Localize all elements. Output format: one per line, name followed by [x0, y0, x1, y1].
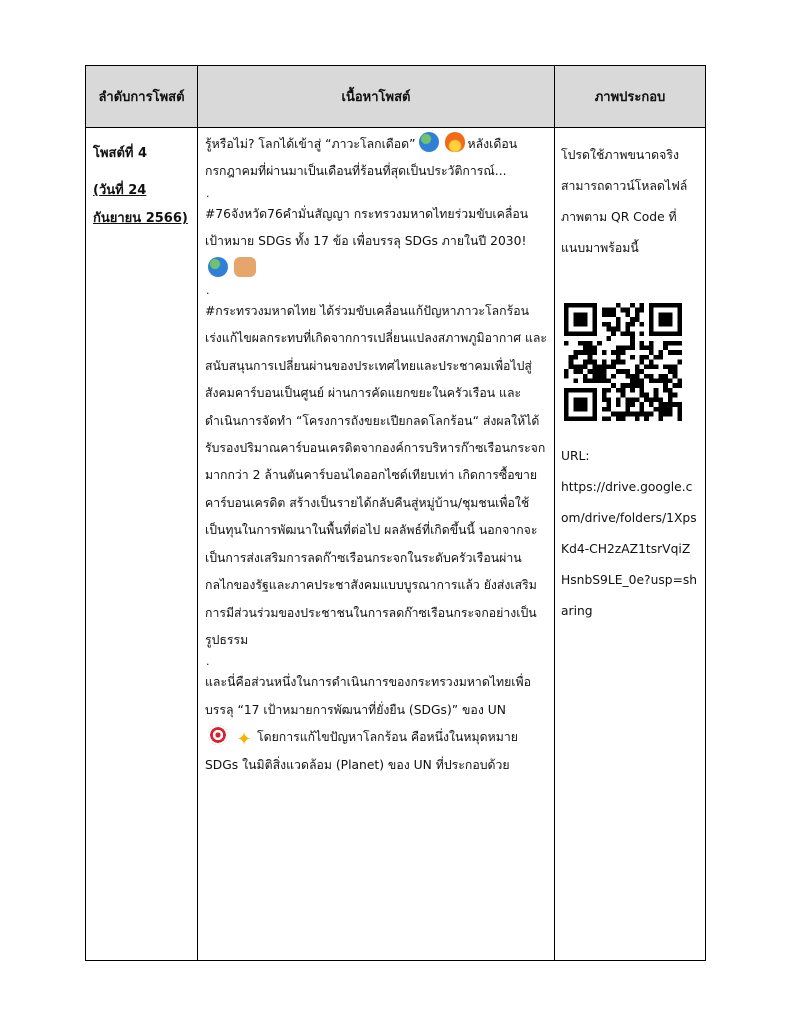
url-label: URL: — [561, 449, 590, 463]
post-date-line1: (วันที่ 24 — [93, 183, 147, 198]
paragraph-1 — [205, 131, 547, 186]
post-date — [93, 177, 192, 233]
post-content-cell — [198, 128, 555, 961]
paragraph-4-text-a: และนี่คือส่วนหนึ่งในการดำเนินการของกระทรวงมหาดไทยเพื่อบรรลุ “17 เป้าหมายการพัฒนาที่ยั่งยืน (SDGs)” ของ UN — [205, 675, 532, 717]
paragraph-1-text-a: รู้หรือไม่? โลกได้เข้าสู่ “ภาวะโลกเดือด” — [205, 137, 416, 151]
illustration-cell — [555, 128, 706, 961]
header-post-content: เนื้อหาโพสต์ — [198, 66, 555, 128]
handshake-icon — [234, 257, 256, 277]
fire-icon — [445, 132, 465, 152]
post-date-line2: กันยายน 2566) — [93, 211, 188, 226]
target-icon — [208, 725, 228, 745]
drive-url-link[interactable]: https://drive.google.com/drive/folders/1XpsKd4-CH2zAZ1tsrVqiZHsnbS9LE_0e?usp=sharing — [561, 480, 698, 618]
dot-separator: . — [206, 655, 210, 669]
paragraph-2-text: #76จังหวัด76คำมั่นสัญญา กระทรวงมหาดไทยร่วมขับเคลื่อนเป้าหมาย SDGs ทั้ง 17 ข้อ เพื่อบรรลุ SDGs ภายในปี 2030! — [205, 206, 529, 249]
header-row — [86, 66, 706, 128]
post-number: โพสต์ที่ 4 — [93, 146, 148, 161]
illustration-note: โปรดใช้ภาพขนาดจริง สามารถดาวน์โหลดไฟล์ภาพตาม QR Code ที่แนบมาพร้อมนี้ — [561, 148, 688, 255]
paragraph-4-text-b: โดยการแก้ไขปัญหาโลกร้อน คือหนึ่งในหมุดหมาย SDGs ในมิติสิ่งแวดล้อม (Planet) ของ UN ที่ประกอบด้วย — [205, 730, 518, 772]
header-illustration: ภาพประกอบ — [555, 66, 706, 128]
dot-separator: . — [206, 186, 210, 200]
table-row — [86, 128, 706, 961]
globe-icon — [208, 257, 228, 277]
qr-code[interactable] — [564, 303, 682, 421]
globe-icon — [419, 132, 439, 152]
sparkles-icon: ✦ — [236, 729, 252, 751]
paragraph-3: #กระทรวงมหาดไทย ได้ร่วมขับเคลื่อนแก้ปัญหาภาวะโลกร้อน เร่งแก้ไขผลกระทบที่เกิดจากการเปลี่ยนแปลงสภาพภูมิอากาศ และสนับสนุนการเปลี่ยนผ่านของประเทศไทยและประชาคมเพื่อไปสู่สังคมคาร์บอนเป็นศูนย์ ผ่านการคัดแยกขยะในครัวเรือน และดำเนินการจัดทำ “โครงการถังขยะเปียกลดโลกร้อน“ ส่งผลให้ได้รับรองปริมาณคาร์บอนเครดิตจากองค์การบริหารก๊าซเรือนกระจกมากกว่า 2 ล้านตันคาร์บอนไดออกไซด์เทียบเท่า เกิดการซื้อขายคาร์บอนเครดิต สร้างเป็นรายได้กลับคืนสู่หมู่บ้าน/ชุมชนเพื่อใช้เป็นทุนในการพัฒนาในพื้นที่ต่อไป ผลลัพธ์ที่เกิดขึ้นนี้ นอกจากจะเป็นการส่งเสริมการลดก๊าซเรือนกระจกในระดับครัวเรือนผ่านกลไกของรัฐและภาคประชาสังคมแบบบูรณาการแล้ว ยังส่งเสริมการมีส่วนร่วมของประชาชนในการลดก๊าซเรือนกระจกอย่างเป็นรูปธรรม — [205, 304, 548, 647]
post-order-cell — [86, 128, 198, 961]
dot-separator: . — [206, 284, 210, 298]
paragraph-4 — [205, 669, 547, 779]
header-post-order: ลำดับการโพสต์ — [86, 66, 198, 128]
post-table — [85, 65, 706, 961]
paragraph-2 — [205, 201, 547, 283]
paragraph-1-text-b: หลังเดือนกรกฎาคมที่ผ่านมาเป็นเดือนที่ร้อนที่สุดเป็นประวัติการณ์... — [205, 137, 518, 179]
